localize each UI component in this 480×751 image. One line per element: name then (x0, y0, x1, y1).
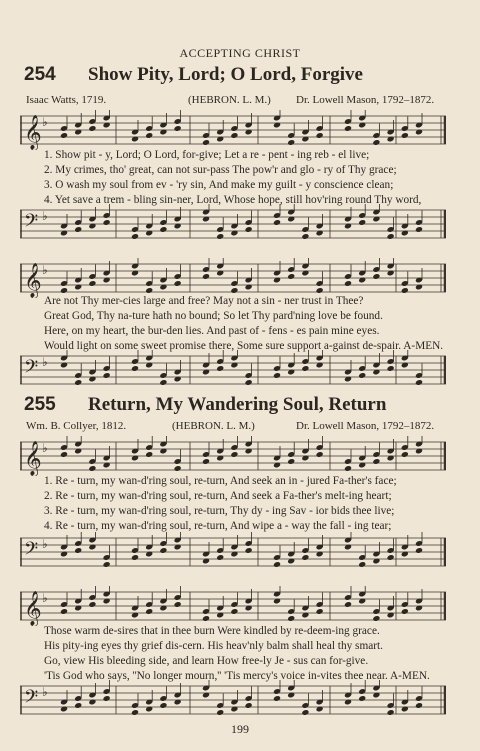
note-head (88, 465, 96, 472)
note-head (216, 233, 224, 240)
note-head (174, 465, 182, 472)
bass-clef-icon: 𝄢 (24, 687, 39, 712)
note-head (216, 554, 224, 561)
music-staff-treble (20, 110, 446, 150)
verse-line: Are not Thy mer-cies large and free? May not a sin - ner trust in Thee? (44, 295, 364, 307)
note-head (131, 365, 139, 372)
note-head (245, 379, 253, 386)
note-head (301, 709, 309, 716)
note-head (358, 372, 366, 379)
author-credit: Isaac Watts, 1719. (26, 94, 107, 106)
note-head (245, 702, 253, 709)
note-head (202, 458, 210, 465)
note-head (131, 233, 139, 240)
note-head (159, 547, 167, 554)
hymn-title: Show Pity, Lord; O Lord, Forgive (88, 64, 363, 85)
note-head (145, 287, 153, 294)
section-heading: ACCEPTING CHRIST (179, 46, 301, 60)
note-head (88, 125, 96, 132)
note-head (273, 372, 281, 379)
note-head (387, 233, 395, 240)
note-head (372, 273, 380, 280)
note-head (415, 547, 423, 554)
verse-line: His pity-ing eyes thy grief dis-cern. His heav'nly balm shall heal thy smart. (44, 640, 383, 652)
note-head (273, 219, 281, 226)
note-head (401, 608, 409, 615)
flat-icon: ♭ (42, 263, 48, 277)
note-head (301, 365, 309, 372)
note-head (344, 125, 352, 132)
verse-line: Those warm de-sires that in thee burn Were kindled by re-deem-ing grace. (44, 625, 380, 637)
note-head (145, 608, 153, 615)
note-head (273, 695, 281, 702)
note-head (159, 702, 167, 709)
note-head (60, 451, 68, 458)
bass-clef-icon: 𝄢 (24, 211, 39, 236)
note-head (316, 132, 324, 139)
tune-name: (HEBRON. L. M.) (188, 94, 271, 106)
note-head (316, 287, 324, 294)
verse-line: 1. Show pit - y, Lord; O Lord, for-give; Let a re - pent - ing reb - el live; (44, 149, 370, 161)
bass-clef-icon: 𝄢 (24, 539, 39, 564)
note-head (131, 554, 139, 561)
note-head (358, 561, 366, 568)
note-head (159, 226, 167, 233)
note-head (287, 139, 295, 146)
note-head (103, 372, 111, 379)
verse-line: 2. Re - turn, my wan-d'ring soul, re-turn, And seek a Fa-ther's melt-ing heart; (44, 490, 392, 502)
note-head (401, 451, 409, 458)
verse-block (44, 294, 443, 354)
verse-line: 2. My crimes, tho' great, can not sur-pass The pow'r and glo - ry of Thy grace; (44, 164, 397, 176)
note-head (387, 554, 395, 561)
note-head (74, 547, 82, 554)
note-head (301, 554, 309, 561)
treble-clef-icon: 𝄞 (24, 115, 42, 150)
note-head (415, 379, 423, 386)
flat-icon: ♭ (42, 115, 48, 129)
note-head (316, 608, 324, 615)
verse-line: Would light on some sweet promise there, Some sure support a-gainst de-spair. A-MEN. (44, 340, 444, 352)
music-staff-bass (20, 680, 446, 720)
note-head (358, 695, 366, 702)
note-head (415, 702, 423, 709)
note-head (287, 615, 295, 622)
tune-name: (HEBRON. L. M.) (172, 420, 255, 432)
note-head (216, 365, 224, 372)
note-head (145, 451, 153, 458)
music-staff-treble (20, 586, 446, 626)
flat-icon: ♭ (42, 537, 48, 551)
note-head (74, 226, 82, 233)
page-number: 199 (231, 722, 249, 736)
note-head (202, 273, 210, 280)
music-staff-treble (20, 258, 446, 298)
flat-icon: ♭ (42, 685, 48, 699)
note-head (202, 139, 210, 146)
note-head (372, 615, 380, 622)
verse-line: 4. Re - turn, my wan-d'ring soul, re-turn, And wipe a - way the fall - ing tear; (44, 520, 392, 532)
hymn-title: Return, My Wandering Soul, Return (88, 394, 387, 415)
note-head (131, 709, 139, 716)
bass-clef-icon: 𝄢 (24, 357, 39, 382)
note-head (230, 451, 238, 458)
note-head (344, 601, 352, 608)
music-staff-bass (20, 532, 446, 572)
flat-icon: ♭ (42, 591, 48, 605)
note-head (344, 465, 352, 472)
note-head (60, 287, 68, 294)
music-staff-treble (20, 436, 446, 476)
flat-icon: ♭ (42, 355, 48, 369)
treble-clef-icon: 𝄞 (24, 441, 42, 476)
note-head (316, 451, 324, 458)
author-credit: Wm. B. Collyer, 1812. (26, 420, 127, 432)
verse-block (44, 624, 430, 684)
note-head (174, 280, 182, 287)
note-head (202, 615, 210, 622)
note-head (60, 608, 68, 615)
hymn-number: 255 (24, 394, 56, 415)
verse-line: 'Tis God who says, ''No longer mourn,'' 'Tis mercy's voice in-vites thee near. A-MEN. (44, 670, 430, 682)
verse-line: 4. Yet save a trem - bling sin-ner, Lord, Whose hope, still hov'ring round Thy word, (44, 194, 422, 206)
note-head (245, 226, 253, 233)
verse-line: Go, view His bleeding side, and learn How free-ly Je - sus can for-give. (44, 655, 369, 667)
verse-line: 3. Re - turn, my wan-d'ring soul, re-turn, Thy dy - ing Sav - ior bids thee live; (44, 505, 395, 517)
note-head (230, 287, 238, 294)
note-head (287, 458, 295, 465)
note-head (60, 132, 68, 139)
note-head (103, 561, 111, 568)
note-head (74, 379, 82, 386)
note-head (88, 601, 96, 608)
composer-credit: Dr. Lowell Mason, 1792–1872. (296, 94, 435, 106)
note-head (387, 365, 395, 372)
music-staff-bass (20, 350, 446, 390)
note-head (174, 601, 182, 608)
flat-icon: ♭ (42, 441, 48, 455)
verse-block (44, 474, 397, 534)
note-head (401, 287, 409, 294)
note-head (103, 219, 111, 226)
note-head (145, 132, 153, 139)
verse-line: 1. Re - turn, my wan-d'ring soul, re-turn, And seek an in - jured Fa-ther's face; (44, 475, 397, 487)
note-head (230, 132, 238, 139)
note-head (103, 695, 111, 702)
verse-line: Here, on my heart, the bur-den lies. And past of - fens - es pain mine eyes. (44, 325, 380, 337)
note-head (216, 709, 224, 716)
music-staff-bass (20, 204, 446, 244)
note-head (88, 280, 96, 287)
verse-line: 3. O wash my soul from ev - 'ry sin, And make my guilt - y conscience clean; (44, 179, 394, 191)
note-head (74, 702, 82, 709)
note-head (287, 273, 295, 280)
note-head (415, 226, 423, 233)
note-head (372, 458, 380, 465)
note-head (174, 125, 182, 132)
treble-clef-icon: 𝄞 (24, 263, 42, 298)
note-head (344, 280, 352, 287)
flat-icon: ♭ (42, 209, 48, 223)
note-head (372, 139, 380, 146)
note-head (159, 379, 167, 386)
treble-clef-icon: 𝄞 (24, 591, 42, 626)
note-head (301, 233, 309, 240)
verse-line: Great God, Thy na-ture hath no bound; So let Thy pard'ning love be found. (44, 310, 383, 322)
verse-block (44, 148, 421, 208)
note-head (358, 219, 366, 226)
note-head (273, 561, 281, 568)
note-head (387, 709, 395, 716)
composer-credit: Dr. Lowell Mason, 1792–1872. (296, 420, 435, 432)
note-head (230, 608, 238, 615)
note-head (401, 132, 409, 139)
note-head (245, 547, 253, 554)
hymn-number: 254 (24, 64, 56, 85)
